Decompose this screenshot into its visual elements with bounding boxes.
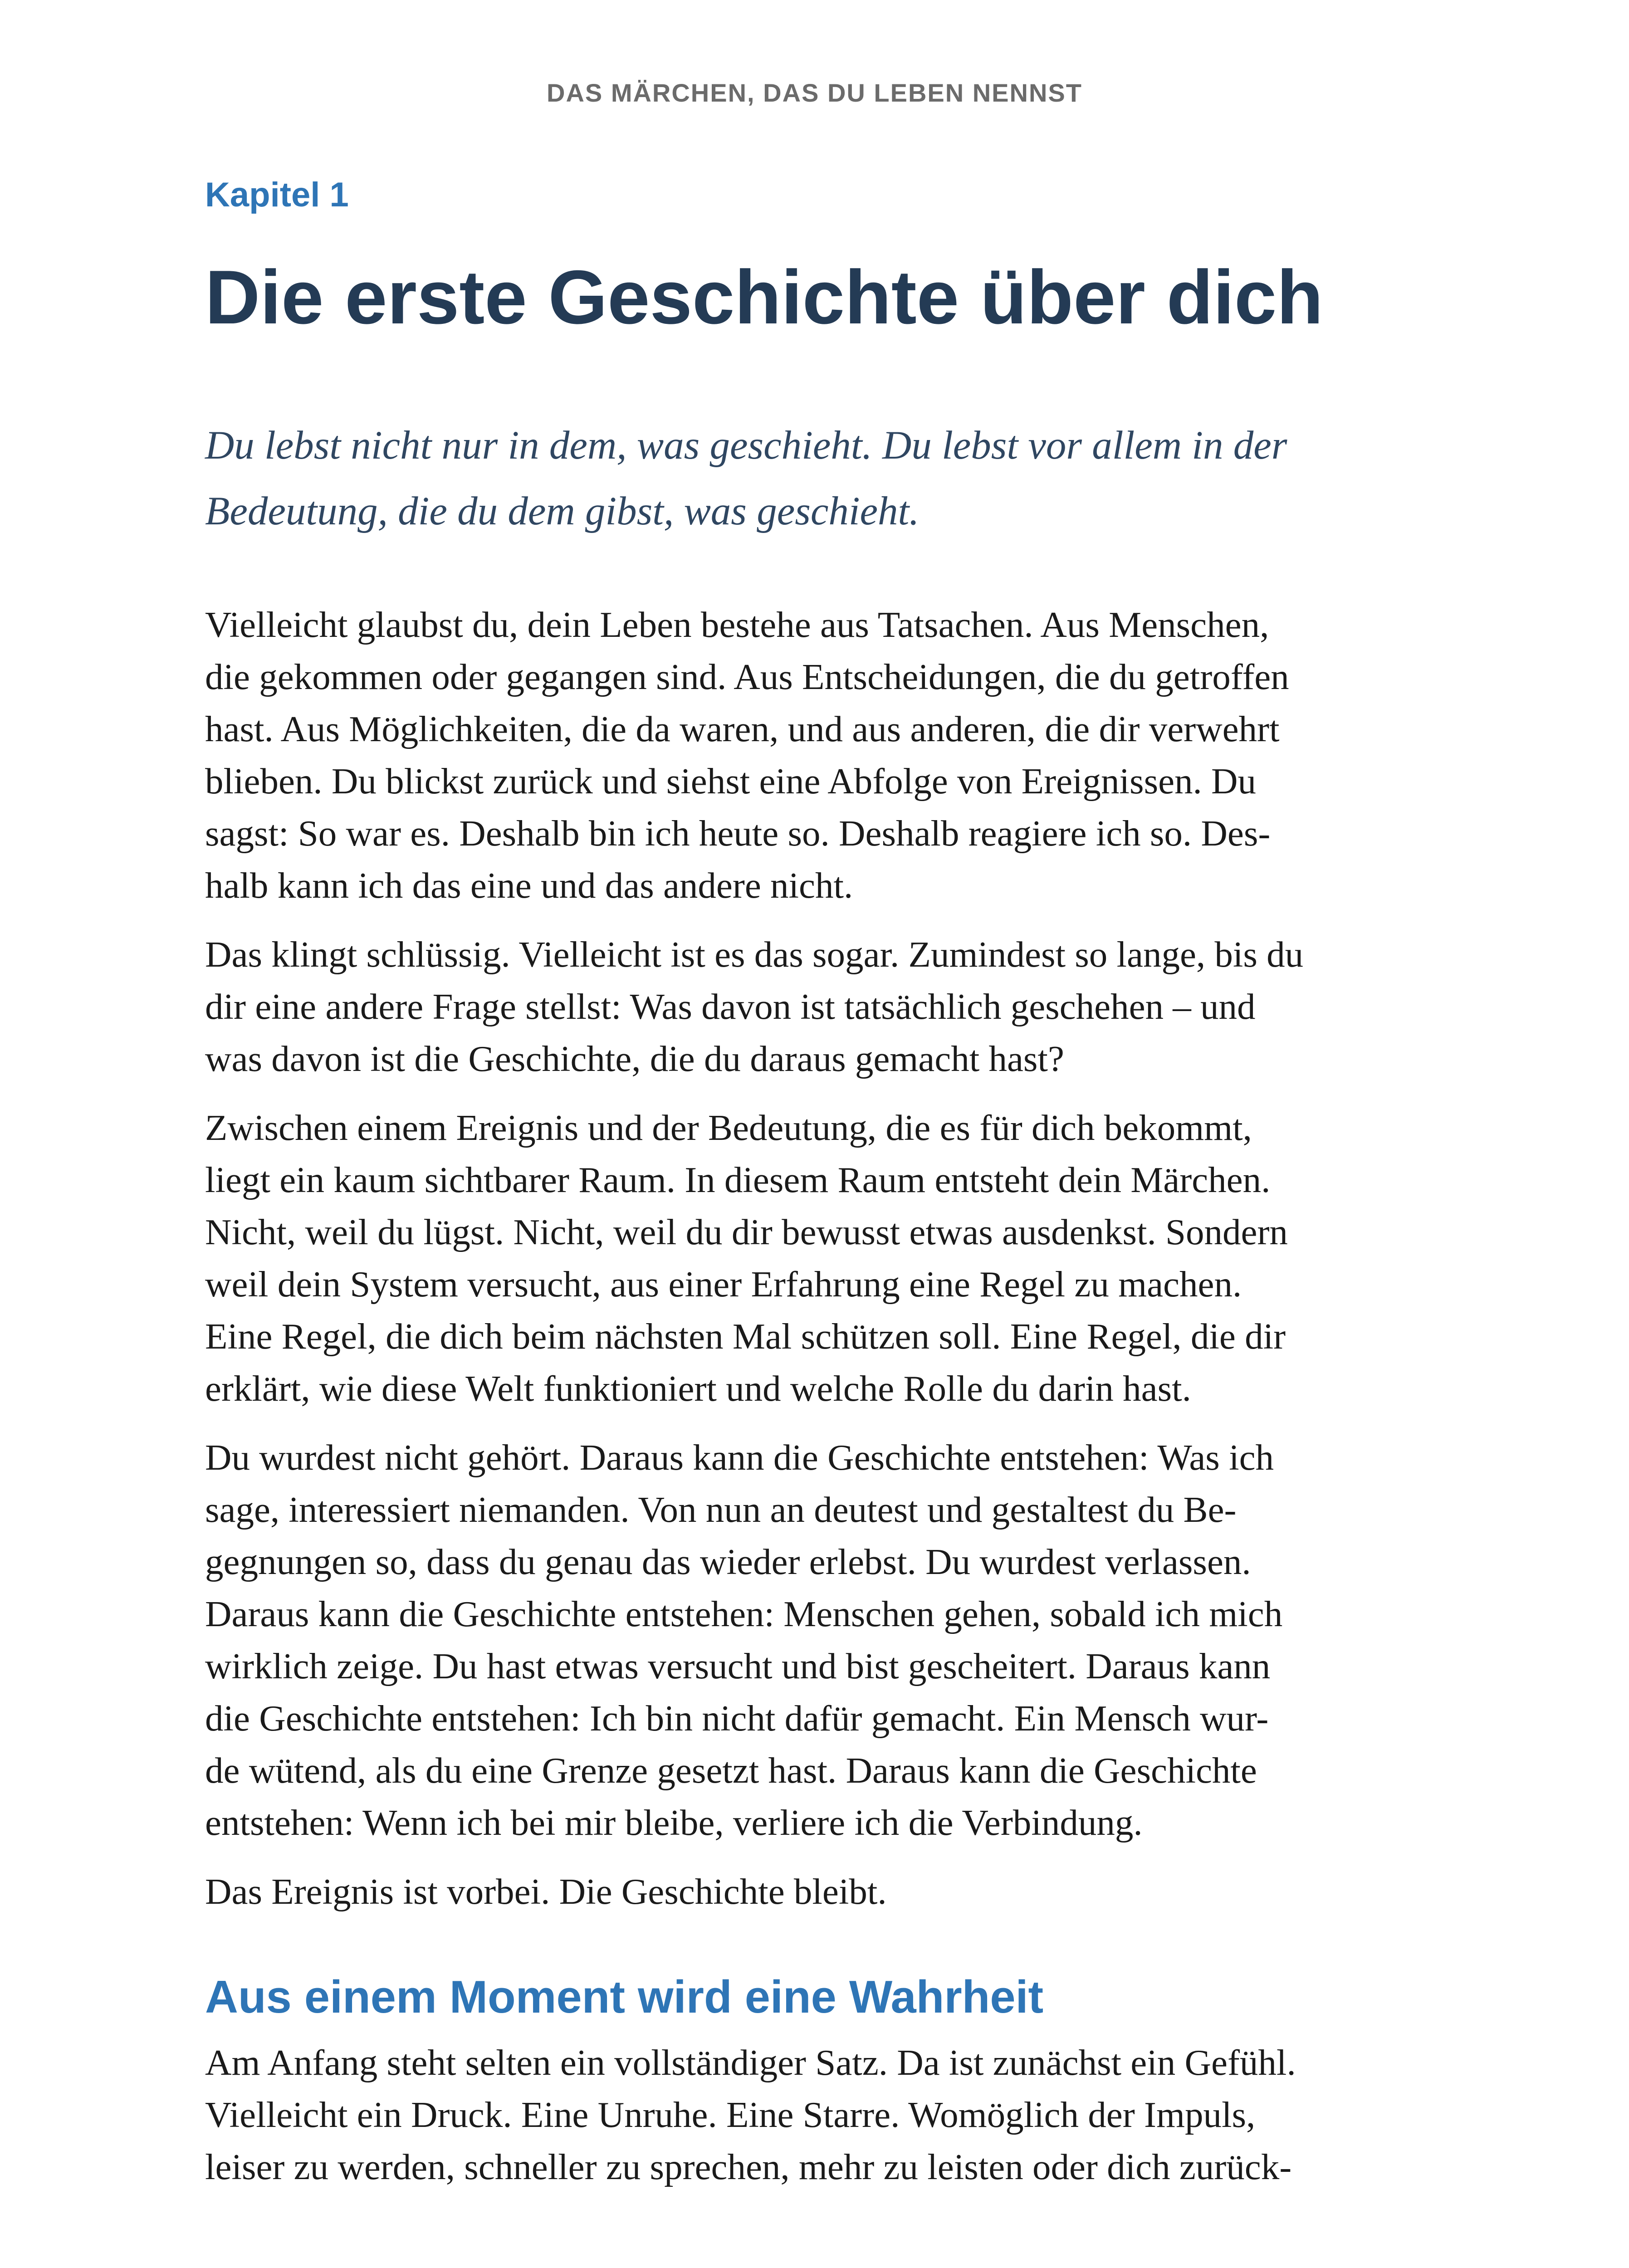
epigraph-line: Bedeutung, die du dem gibst, was geschieht. [205, 489, 920, 533]
epigraph [205, 413, 1498, 544]
section-paragraph [205, 2037, 1498, 2193]
text-line: die gekommen oder gegangen sind. Aus Entscheidungen, die du getroffen [205, 656, 1289, 697]
text-line: leiser zu werden, schneller zu sprechen, mehr zu leisten oder dich zurück- [205, 2146, 1292, 2187]
paragraph [205, 1432, 1498, 1849]
text-line: Das klingt schlüssig. Vielleicht ist es das sogar. Zumindest so lange, bis du [205, 934, 1304, 975]
text-line: hast. Aus Möglichkeiten, die da waren, und aus anderen, die dir verwehrt [205, 709, 1280, 749]
text-line: Nicht, weil du lügst. Nicht, weil du dir bewusst etwas ausdenkst. Sondern [205, 1212, 1288, 1252]
text-line: Du wurdest nicht gehört. Daraus kann die Geschichte entstehen: Was ich [205, 1437, 1274, 1478]
text-line: Zwischen einem Ereignis und der Bedeutung, die es für dich bekommt, [205, 1107, 1252, 1148]
text-line: die Geschichte entstehen: Ich bin nicht dafür gemacht. Ein Mensch wur- [205, 1698, 1269, 1739]
text-line: entstehen: Wenn ich bei mir bleibe, verliere ich die Verbindung. [205, 1802, 1143, 1843]
text-line: Das Ereignis ist vorbei. Die Geschichte bleibt. [205, 1871, 887, 1912]
page-content [205, 172, 1498, 2193]
text-line: Eine Regel, die dich beim nächsten Mal schützen soll. Eine Regel, die dir [205, 1316, 1286, 1357]
paragraph [205, 1102, 1498, 1415]
chapter-label: Kapitel 1 [205, 176, 349, 214]
text-line: Vielleicht ein Druck. Eine Unruhe. Eine Starre. Womöglich der Impuls, [205, 2094, 1256, 2135]
text-line: erklärt, wie diese Welt funktioniert und welche Rolle du darin hast. [205, 1368, 1191, 1409]
section-heading: Aus einem Moment wird eine Wahrheit [205, 1972, 1044, 2023]
paragraph [205, 929, 1498, 1085]
text-line: liegt ein kaum sichtbarer Raum. In diesem Raum entsteht dein Märchen. [205, 1159, 1271, 1200]
text-line: weil dein System versucht, aus einer Erfahrung eine Regel zu machen. [205, 1264, 1242, 1305]
text-line: dir eine andere Frage stellst: Was davon ist tatsächlich geschehen – und [205, 986, 1256, 1027]
text-line: was davon ist die Geschichte, die du daraus gemacht hast? [205, 1038, 1064, 1079]
text-line: sage, interessiert niemanden. Von nun an deutest und gestaltest du Be- [205, 1489, 1237, 1530]
running-header: DAS MÄRCHEN, DAS DU LEBEN NENNST [547, 78, 1082, 107]
chapter-title: Die erste Geschichte über dich [205, 254, 1323, 340]
text-line: halb kann ich das eine und das andere nicht. [205, 865, 853, 906]
text-line: de wütend, als du eine Grenze gesetzt hast. Daraus kann die Geschichte [205, 1750, 1257, 1791]
text-line: sagst: So war es. Deshalb bin ich heute so. Deshalb reagiere ich so. Des- [205, 813, 1271, 854]
text-line: Vielleicht glaubst du, dein Leben bestehe aus Tatsachen. Aus Menschen, [205, 604, 1269, 645]
paragraph [205, 1866, 1498, 1918]
text-line: wirklich zeige. Du hast etwas versucht und bist gescheitert. Daraus kann [205, 1646, 1271, 1686]
paragraph [205, 599, 1498, 912]
body-paragraphs [205, 599, 1498, 1918]
text-line: gegnungen so, dass du genau das wieder erlebst. Du wurdest verlassen. [205, 1541, 1251, 1582]
text-line: Am Anfang steht selten ein vollständiger Satz. Da ist zunächst ein Gefühl. [205, 2042, 1296, 2083]
text-line: Daraus kann die Geschichte entstehen: Menschen gehen, sobald ich mich [205, 1593, 1283, 1634]
epigraph-line: Du lebst nicht nur in dem, was geschieht. Du lebst vor allem in der [205, 423, 1287, 468]
text-line: blieben. Du blickst zurück und siehst eine Abfolge von Ereignissen. Du [205, 761, 1257, 802]
